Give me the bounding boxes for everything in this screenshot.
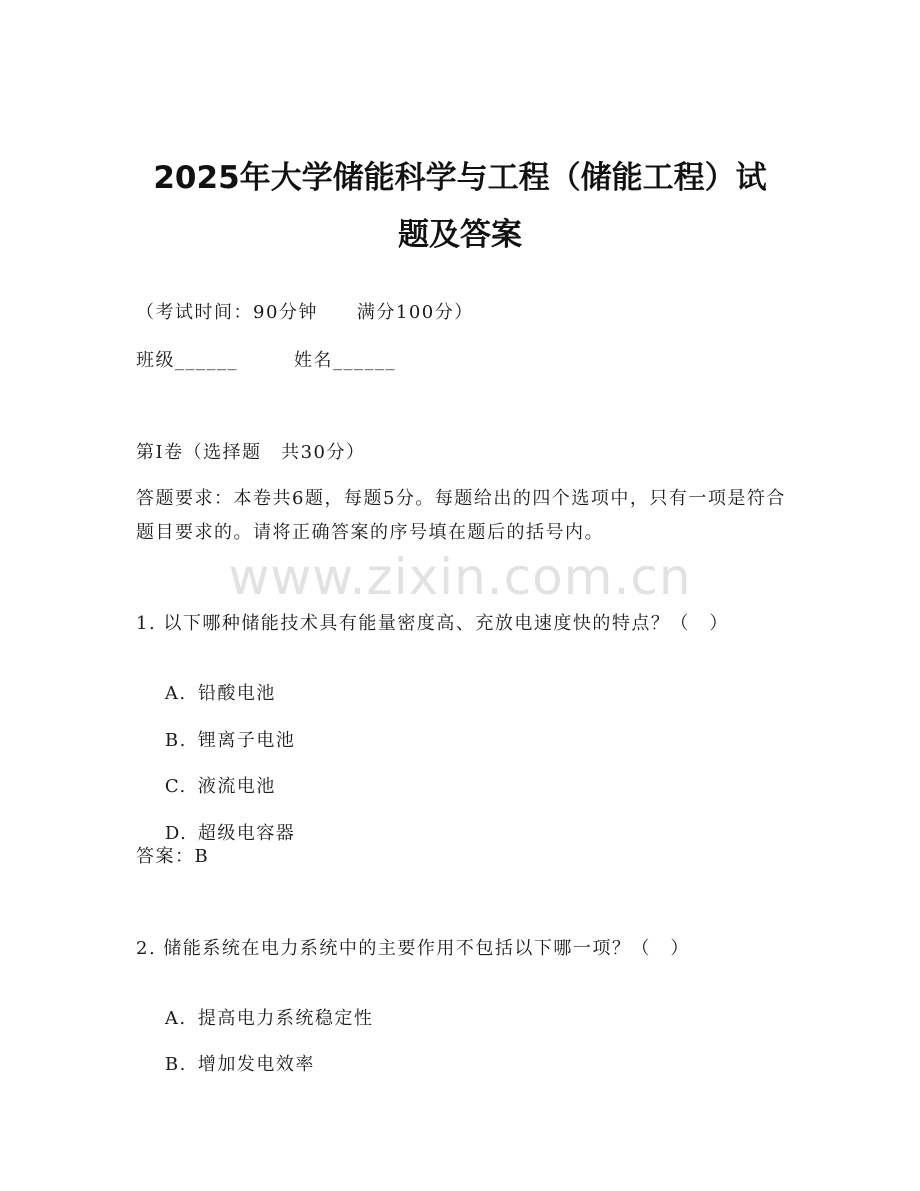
watermark: www.zixin.com.cn <box>228 548 692 606</box>
option-text: 超级电容器 <box>197 823 296 844</box>
question-2-option-b <box>136 1029 315 1101</box>
option-text: 锂离子电池 <box>197 730 296 751</box>
title-line-2: 题及答案 <box>398 217 522 253</box>
option-text: 液流电池 <box>197 776 276 797</box>
section-instructions: 答题要求：本卷共6题，每题5分。每题给出的四个选项中，只有一项是符合题目要求的。请将正确答案的序号填在题后的括号内。 <box>136 488 786 543</box>
name-field-label: 姓名______ <box>294 350 396 371</box>
option-letter: A. <box>164 683 187 704</box>
exam-time-info: （考试时间：90分钟 满分100分） <box>136 302 474 323</box>
question-2-stem: 2. 储能系统在电力系统中的主要作用不包括以下哪一项？（ ） <box>136 938 690 959</box>
section-header: 第I卷（选择题 共30分） <box>136 442 366 463</box>
option-text: 增加发电效率 <box>197 1054 315 1075</box>
option-letter: B. <box>164 730 187 751</box>
option-letter: B. <box>164 1054 187 1075</box>
option-letter: D. <box>164 823 188 844</box>
title-line-1: 2025年大学储能科学与工程（储能工程）试 <box>153 160 767 196</box>
option-text: 铅酸电池 <box>197 683 276 704</box>
option-text: 提高电力系统稳定性 <box>197 1008 374 1029</box>
document-title <box>100 150 820 264</box>
option-letter: A. <box>164 1008 187 1029</box>
class-field-label: 班级______ <box>136 350 238 371</box>
option-letter: C. <box>164 776 187 797</box>
question-1-stem: 1. 以下哪种储能技术具有能量密度高、充放电速度快的特点？（ ） <box>136 613 729 634</box>
question-1-answer: 答案：B <box>136 846 210 867</box>
